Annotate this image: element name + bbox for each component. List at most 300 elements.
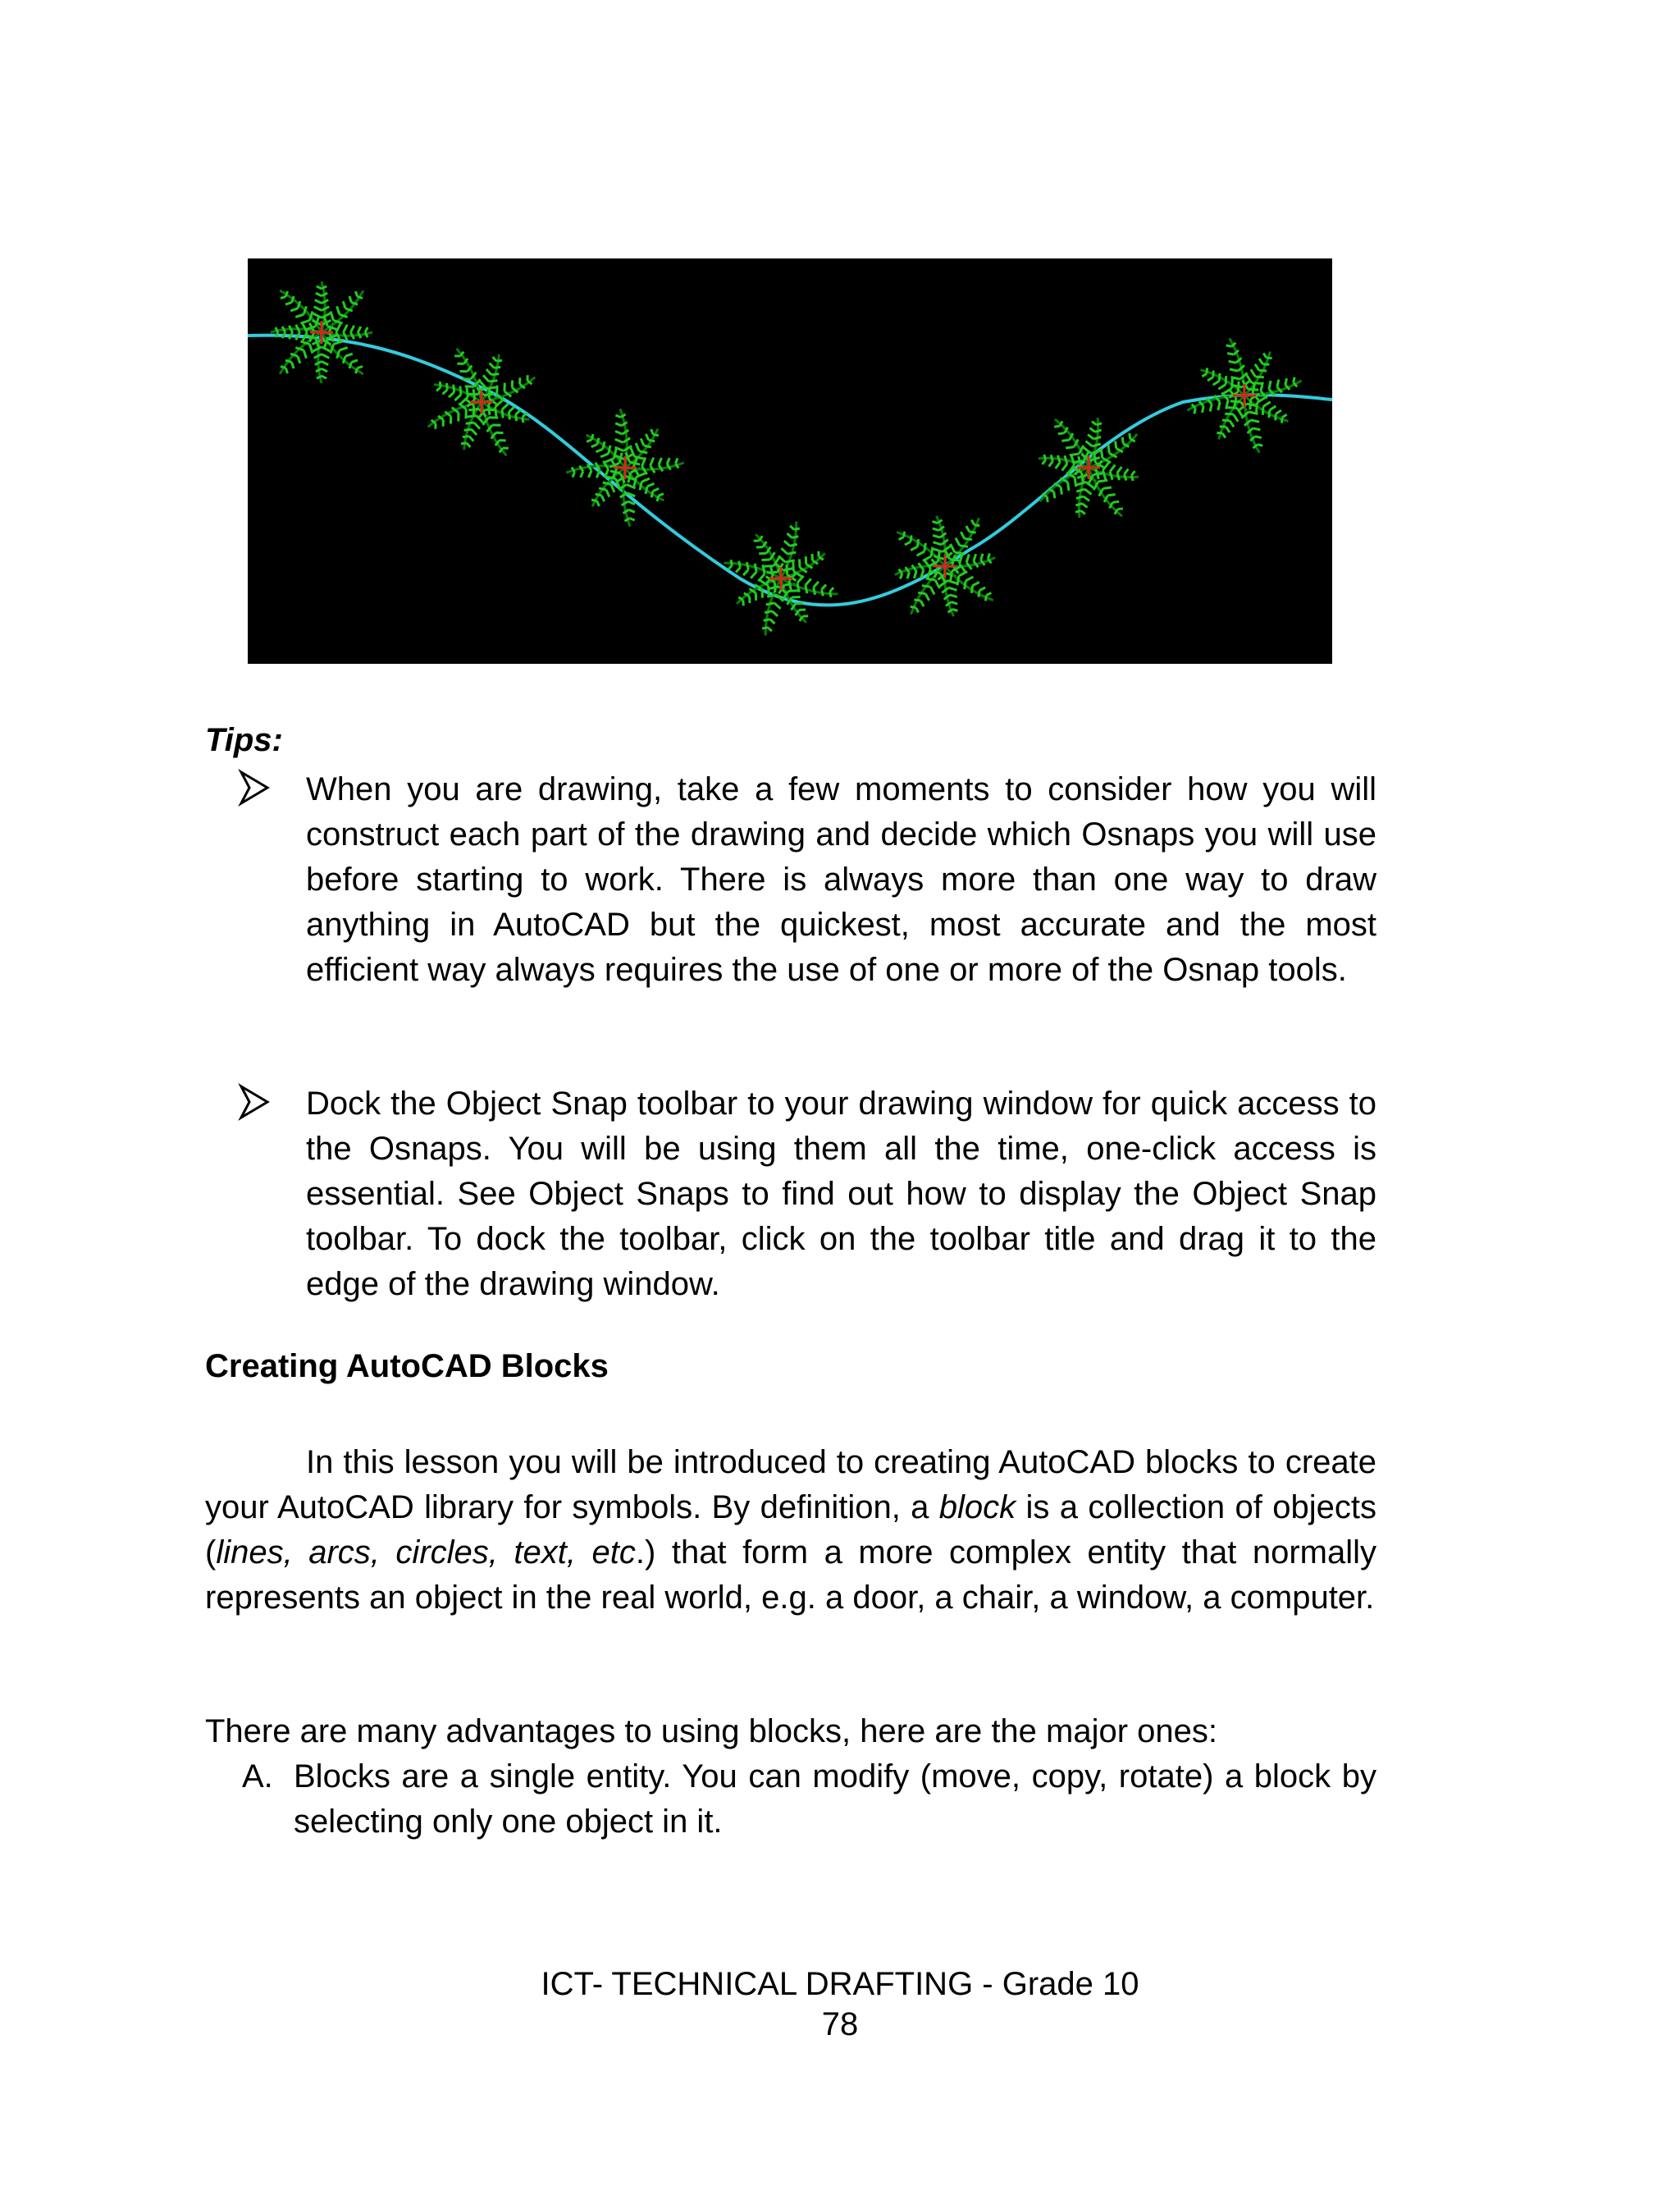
palm-leaflet — [1285, 378, 1287, 385]
palm-leaflet — [965, 538, 972, 539]
palm-leaflet — [1068, 482, 1069, 491]
palm-leaflet — [356, 291, 358, 297]
palm-leaflet — [653, 434, 659, 436]
palm-leaflet — [516, 410, 521, 415]
palm-leaflet — [289, 332, 292, 339]
palm-leaflet — [762, 628, 768, 629]
palm-leaflet — [960, 546, 968, 547]
palm-leaflet — [1091, 450, 1100, 453]
palm-leaflet — [1259, 370, 1267, 371]
palm-leaflet — [768, 628, 772, 632]
palm-leaflet — [474, 423, 480, 429]
palm-leaflet — [460, 386, 461, 395]
palm-leaflet — [1101, 449, 1102, 459]
tips-list-2 — [238, 1081, 1376, 1307]
palm-leaflet — [282, 327, 285, 332]
palm-leaflet — [1110, 465, 1115, 472]
palm-leaflet — [1074, 461, 1084, 463]
palm-leaflet — [628, 510, 634, 512]
tips-list-item — [238, 1081, 1376, 1307]
palm-leaflet — [762, 589, 763, 597]
palm-leaflet — [1051, 455, 1052, 461]
autocad-drawing-figure — [248, 258, 1332, 664]
palm-leaflet — [928, 569, 930, 578]
palm-leaflet — [1230, 369, 1238, 371]
palm-leaflet — [914, 600, 920, 601]
palm-leaflet — [1194, 409, 1195, 414]
palm-leaflet — [1218, 402, 1220, 410]
section-heading: Creating AutoCAD Blocks — [205, 1348, 609, 1384]
palm-leaflet — [774, 582, 775, 592]
palm-leaflet — [468, 394, 478, 395]
tips-heading: Tips: — [205, 722, 283, 758]
palm-leaflet — [491, 374, 499, 375]
palm-leaflet — [1044, 455, 1046, 460]
palm-leaflet — [1076, 496, 1084, 499]
palm-leaflet — [918, 592, 925, 593]
intro-text-3: .) that form a more complex entity that normally represents an object in the real world, e.g. a door, a chair, a window, a computer. — [205, 1534, 1376, 1616]
palm-leaflet — [1054, 491, 1055, 498]
palm-leaflet — [606, 490, 609, 497]
palm-leaflet — [1093, 437, 1101, 440]
palm-leaflet — [331, 311, 334, 320]
palm-leaflet — [1263, 402, 1271, 407]
palm-leaflet — [1282, 414, 1287, 418]
palm-leaflet — [315, 299, 322, 303]
footer-title: ICT- TECHNICAL DRAFTING - Grade 10 — [541, 1966, 1139, 2002]
palm-leaflet — [493, 357, 497, 361]
palm-leaflet — [1103, 487, 1112, 488]
palm-leaflet — [1131, 476, 1133, 482]
palm-leaflet — [615, 432, 623, 435]
palm-leaflet — [322, 368, 327, 372]
palm-leaflet — [949, 588, 957, 590]
palm-leaflet — [934, 549, 943, 551]
palm-leaflet — [951, 544, 955, 552]
palm-leaflet — [596, 449, 603, 452]
palm-leaflet — [1263, 353, 1267, 358]
palm-leaflet — [822, 585, 826, 590]
palm-leaflet — [496, 360, 502, 361]
palm-leaflet — [289, 326, 292, 332]
palm-leaflet — [651, 491, 653, 498]
palm-leaflet — [281, 296, 286, 298]
palm-leaflet — [728, 565, 733, 569]
palm-leaflet — [923, 556, 931, 560]
palm-leaflet — [622, 423, 628, 426]
palm-leaflet — [917, 539, 918, 546]
palm-leaflet — [806, 585, 807, 593]
palm-leaflet — [1258, 445, 1263, 446]
cyan-spline-path — [248, 336, 1332, 606]
palm-leaflet — [461, 443, 467, 444]
palm-leaflet — [917, 551, 924, 556]
palm-leaflet — [1229, 361, 1236, 363]
palm-leaflet — [597, 438, 599, 445]
palm-leaflet — [1251, 420, 1259, 422]
palm-leaflet — [1090, 428, 1095, 432]
palm-leaflet — [911, 546, 917, 550]
palm-leaflet — [1056, 463, 1061, 469]
palm-leaflet — [1075, 478, 1076, 487]
palm-leaflet — [926, 578, 935, 580]
palm-leaflet — [464, 429, 472, 430]
palm-leaflet — [952, 609, 958, 610]
palm-leaflet — [1095, 430, 1102, 432]
palm-leaflet — [1131, 471, 1134, 475]
palm-leaflet — [986, 592, 991, 595]
palm-leaflet — [1226, 345, 1232, 346]
palm-leaflet — [1208, 377, 1213, 381]
palm-leaflet — [739, 561, 741, 568]
palm-leaflet — [358, 332, 361, 338]
palm-leaflet — [1112, 501, 1119, 502]
palm-leaflet — [489, 388, 490, 399]
palm-leaflet — [950, 595, 957, 597]
palm-leaflet — [765, 566, 774, 567]
palm-leaflet — [502, 404, 509, 409]
palm-leaflet — [792, 597, 800, 598]
palm-leaflet — [495, 407, 496, 417]
palm-leaflet — [961, 532, 964, 538]
tips-item-text: Dock the Object Snap toolbar to your drawing window for quick access to the Osnaps. You will be using them all the time, one-click access is essential. See Object Snaps to find out how to display the Object Snap toolbar. To dock the toolbar, click on the toolbar title and drag it to the edge of the drawing window. — [306, 1086, 1376, 1302]
advantages-list-item — [242, 1754, 1376, 1845]
palm-leaflet — [1251, 369, 1256, 377]
palm-leaflet — [931, 547, 933, 556]
palm-leaflet — [1094, 453, 1096, 464]
palm-leaflet — [345, 354, 353, 356]
palm-leaflet — [314, 307, 322, 311]
intro-emphasis-block: block — [938, 1489, 1016, 1525]
palm-leaflet — [907, 573, 909, 579]
palm-leaflet — [591, 500, 597, 501]
palm-leaflet — [282, 332, 285, 338]
palm-leaflet — [653, 488, 659, 491]
palm-leaflet — [1262, 406, 1263, 414]
palm-leaflet — [971, 520, 974, 525]
palm-leaflet — [1228, 408, 1238, 409]
palm-leaflet — [639, 451, 647, 453]
palm-leaflet — [956, 538, 960, 546]
palm-leaflet — [327, 335, 337, 338]
palm-leaflet — [285, 291, 287, 297]
palm-leaflet — [358, 296, 363, 298]
palm-leaflet — [814, 588, 815, 595]
palm-leaflet — [788, 591, 798, 592]
palm-leaflet — [597, 501, 600, 506]
palm-leaflet — [736, 568, 740, 573]
palm-leaflet — [1098, 480, 1108, 482]
palm-leaflet — [646, 487, 647, 494]
palm-leaflet — [629, 519, 634, 521]
palm-leaflet — [440, 382, 441, 387]
palm-leaflet — [449, 392, 454, 397]
palm-leaflet — [767, 572, 778, 573]
palm-leaflet — [636, 443, 639, 451]
palm-leaflet — [603, 441, 605, 449]
list-marker: A. — [242, 1758, 273, 1795]
palm-leaflet — [615, 415, 620, 418]
palm-leaflet — [591, 434, 593, 440]
palm-leaflet — [306, 327, 316, 330]
palm-leaflet — [523, 414, 527, 418]
palm-leaflet — [933, 535, 940, 537]
palm-leaflet — [1084, 489, 1091, 494]
palm-leaflet — [1269, 410, 1270, 418]
palm-leaflet — [343, 301, 345, 309]
palm-leaflet — [516, 414, 517, 421]
palm-leaflet — [454, 395, 461, 400]
palm-leaflet — [290, 309, 298, 311]
palm-leaflet — [1125, 469, 1129, 474]
palm-leaflet — [322, 299, 328, 303]
palm-leaflet — [911, 606, 916, 607]
palm-leaflet — [966, 555, 969, 563]
palm-leaflet — [489, 381, 497, 382]
palm-leaflet — [915, 607, 918, 612]
palm-leaflet — [974, 554, 976, 561]
palm-leaflet — [951, 571, 952, 582]
palm-leaflet — [792, 537, 798, 538]
palm-leaflet — [1117, 509, 1123, 510]
palm-leaflet — [1077, 482, 1086, 484]
palm-leaflet — [603, 482, 611, 484]
palm-leaflet — [1047, 496, 1048, 502]
palm-leaflet — [609, 446, 610, 454]
palm-leaflet — [659, 494, 664, 496]
palm-leaflet — [602, 496, 605, 501]
palm-leaflet — [947, 581, 956, 583]
palm-leaflet — [920, 601, 924, 606]
palm-leaflet — [790, 526, 794, 530]
palm-leaflet — [788, 552, 796, 554]
palm-leaflet — [473, 405, 474, 416]
palm-leaflet — [580, 466, 583, 472]
palm-leaflet — [646, 434, 648, 440]
palm-leaflet — [1070, 454, 1080, 455]
palm-leaflet — [1088, 435, 1093, 440]
palm-leaflet — [1270, 406, 1276, 410]
palm-leaflet — [1058, 455, 1061, 463]
palm-leaflet — [485, 409, 495, 410]
palm-leaflet — [904, 532, 905, 537]
palm-leaflet — [988, 554, 989, 560]
palm-leaflet — [1276, 410, 1281, 414]
palm-leaflet — [905, 542, 911, 545]
palm-leaflet — [337, 306, 340, 314]
intro-text-1: In this lesson you will be introduced to creating AutoCAD blocks to create your AutoCAD library for symbols. By definition, a — [205, 1444, 1376, 1525]
palm-leaflet — [1227, 354, 1234, 355]
palm-leaflet — [310, 345, 313, 354]
palm-leaflet — [667, 458, 669, 464]
palm-leaflet — [1277, 380, 1279, 387]
palm-leaflet — [486, 387, 496, 388]
palm-leaflet — [981, 554, 983, 560]
palm-leaflet — [1253, 428, 1260, 430]
palm-leaflet — [334, 341, 343, 345]
palm-leaflet — [1125, 474, 1126, 481]
palm-leaflet — [1202, 373, 1207, 377]
palm-leaflet — [316, 293, 322, 296]
palm-leaflet — [502, 409, 503, 418]
palm-leaflet — [1061, 440, 1069, 441]
palm-leaflet — [657, 496, 659, 501]
palm-leaflet — [1234, 414, 1239, 422]
palm-leaflet — [1093, 444, 1101, 446]
palm-leaflet — [975, 525, 980, 526]
palm-leaflet — [322, 376, 326, 378]
advantages-intro: There are many advantages to using blocks, here are the major ones: — [205, 1713, 1218, 1749]
palm-leaflet — [295, 314, 304, 317]
palm-leaflet — [1213, 381, 1220, 385]
palm-leaflet — [790, 544, 797, 546]
palm-leaflet — [957, 576, 959, 585]
palm-leaflet — [443, 390, 448, 395]
palm-leaflet — [1122, 437, 1123, 444]
palm-tree-blocks — [271, 281, 1302, 636]
palm-leaflet — [641, 438, 644, 446]
palm-leaflet — [446, 383, 447, 390]
palm-leaflet — [1097, 423, 1102, 425]
palm-leaflet — [659, 465, 663, 472]
palm-leaflet — [806, 578, 811, 585]
palm-leaflet — [581, 471, 583, 477]
palm-leaflet — [599, 488, 606, 490]
palm-leaflet — [641, 478, 650, 482]
palm-leaflet — [573, 472, 575, 477]
palm-leaflet — [1255, 437, 1262, 438]
palm-leaflet — [322, 307, 329, 311]
palm-leaflet — [494, 367, 500, 368]
palm-tree-block — [895, 516, 995, 616]
palm-leaflet — [793, 562, 794, 572]
palm-leaflet — [1092, 422, 1096, 425]
palm-leaflet — [1257, 403, 1258, 413]
palm-leaflet — [966, 526, 970, 532]
palm-leaflet — [731, 560, 732, 565]
palm-leaflet — [770, 620, 775, 624]
palm-leaflet — [955, 552, 964, 554]
palm-leaflet — [822, 589, 824, 596]
palm-leaflet — [1043, 460, 1046, 464]
palm-leaflet — [1049, 461, 1053, 466]
palm-leaflet — [1102, 470, 1105, 479]
palm-leaflet — [350, 326, 354, 332]
palm-leaflet — [596, 494, 602, 496]
palm-leaflet — [304, 350, 306, 359]
palm-leaflet — [774, 603, 781, 609]
palm-leaflet — [436, 387, 441, 391]
palm-leaflet — [316, 368, 322, 372]
palm-leaflet — [830, 588, 834, 592]
palm-leaflet — [314, 354, 322, 359]
palm-leaflet — [615, 439, 623, 442]
palm-leaflet — [788, 533, 792, 537]
palm-leaflet — [358, 327, 361, 332]
intro-emphasis-objects: lines, arcs, circles, text, etc — [216, 1534, 636, 1570]
palm-leaflet — [1058, 433, 1065, 434]
tips-item-text: When you are drawing, take a few moments to consider how you will construct each part of the drawing and decide which Osnaps you will use before starting to work. There is always more than one way to draw anything in AutoCAD but the quickest, most accurate and the most efficient way always requires the use of one or more of the Osnap tools. — [306, 771, 1376, 988]
palm-leaflet — [1219, 373, 1220, 381]
palm-leaflet — [1252, 383, 1262, 384]
palm-leaflet — [781, 548, 788, 554]
palm-leaflet — [1230, 421, 1234, 427]
palm-leaflet — [490, 363, 495, 368]
palm-leaflet — [1081, 510, 1085, 514]
palm-leaflet — [985, 596, 986, 601]
palm-leaflet — [591, 445, 597, 447]
palm-leaflet — [676, 458, 678, 463]
palm-leaflet — [925, 594, 929, 601]
palm-leaflet — [755, 564, 756, 572]
palm-leaflet — [772, 611, 778, 616]
palm-leaflet — [766, 603, 774, 605]
palm-leaflet — [292, 362, 294, 368]
page-number: 78 — [821, 2006, 859, 2042]
palm-leaflet — [935, 580, 939, 588]
palm-leaflet — [784, 541, 790, 546]
palm-leaflet — [1117, 473, 1120, 480]
palm-leaflet — [965, 581, 966, 589]
palm-leaflet — [322, 361, 328, 364]
palm-leaflet — [1226, 427, 1230, 432]
palm-leaflet — [350, 332, 354, 339]
palm-leaflet — [623, 510, 629, 513]
palm-leaflet — [356, 368, 358, 374]
palm-leaflet — [324, 317, 327, 327]
palm-leaflet — [1222, 433, 1226, 438]
palm-leaflet — [814, 582, 819, 588]
palm-leaflet — [651, 429, 654, 434]
palm-tree-block — [271, 281, 372, 383]
palm-leaflet — [922, 586, 930, 588]
palm-leaflet — [651, 458, 654, 466]
palm-leaflet — [589, 471, 592, 478]
palm-leaflet — [933, 528, 939, 530]
palm-leaflet — [1110, 472, 1112, 480]
palm-leaflet — [316, 338, 319, 348]
palm-leaflet — [1084, 496, 1089, 501]
palm-leaflet — [952, 602, 958, 604]
palm-leaflet — [622, 501, 628, 505]
palm-leaflet — [1210, 404, 1212, 411]
palm-leaflet — [933, 522, 938, 523]
palm-leaflet — [970, 532, 976, 533]
palm-leaflet — [787, 565, 788, 575]
advantage-text: Blocks are a single entity. You can modify (move, copy, rotate) a block by selecting only one object in it. — [294, 1758, 1376, 1840]
palm-leaflet — [285, 303, 292, 305]
palm-leaflet — [1093, 473, 1104, 475]
palm-leaflet — [315, 361, 322, 364]
palm-leaflet — [667, 464, 670, 470]
palm-leaflet — [899, 537, 904, 539]
palm-leaflet — [952, 555, 956, 565]
palm-trees-along-path-drawing — [248, 258, 1332, 664]
palm-leaflet — [296, 332, 300, 340]
palm-leaflet — [349, 296, 352, 303]
palm-leaflet — [901, 574, 902, 579]
palm-leaflet — [296, 325, 300, 332]
palm-leaflet — [1075, 504, 1082, 505]
palm-leaflet — [794, 528, 800, 529]
palm-leaflet — [467, 443, 471, 447]
palm-leaflet — [1071, 456, 1074, 465]
palm-leaflet — [743, 569, 748, 575]
palm-tree-block — [428, 349, 536, 456]
palm-leaflet — [467, 387, 468, 397]
palm-leaflet — [365, 327, 368, 332]
intro-text-2: is a collection of objects ( — [205, 1489, 1376, 1570]
